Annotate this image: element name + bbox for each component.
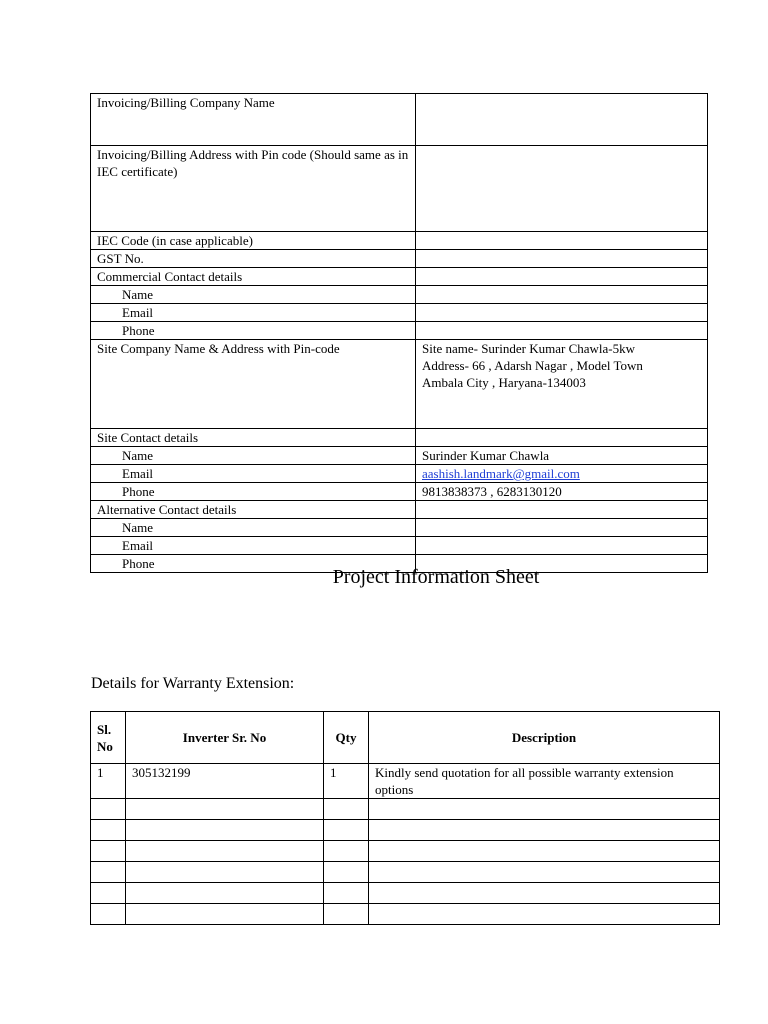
cell-qty[interactable] bbox=[324, 883, 369, 904]
table-row bbox=[91, 447, 708, 465]
cell-sl-no: 1 bbox=[91, 764, 126, 799]
value-alternative-email[interactable] bbox=[416, 537, 708, 555]
warranty-heading: Details for Warranty Extension: bbox=[91, 675, 295, 692]
value-alternative-name[interactable] bbox=[416, 519, 708, 537]
table-row bbox=[91, 286, 708, 304]
label-site-email: Email bbox=[91, 465, 416, 483]
value-commercial-contact bbox=[416, 268, 708, 286]
cell-qty[interactable]: 1 bbox=[324, 764, 369, 799]
cell-description[interactable] bbox=[369, 862, 720, 883]
table-header-row bbox=[91, 712, 720, 764]
value-commercial-phone[interactable] bbox=[416, 322, 708, 340]
page-title: Project Information Sheet bbox=[332, 566, 540, 588]
table-row bbox=[91, 340, 708, 429]
label-commercial-email: Email bbox=[91, 304, 416, 322]
label-site-name: Name bbox=[91, 447, 416, 465]
header-inverter-sr-no: Inverter Sr. No bbox=[126, 712, 324, 764]
cell-sl-no[interactable] bbox=[91, 862, 126, 883]
label-site-company: Site Company Name & Address with Pin-code bbox=[91, 340, 416, 429]
cell-sl-no[interactable] bbox=[91, 883, 126, 904]
table-row bbox=[91, 799, 720, 820]
warranty-table bbox=[90, 711, 720, 925]
table-row bbox=[91, 429, 708, 447]
cell-qty[interactable] bbox=[324, 820, 369, 841]
cell-inverter-sr-no[interactable] bbox=[126, 862, 324, 883]
cell-inverter-sr-no[interactable] bbox=[126, 883, 324, 904]
table-row bbox=[91, 537, 708, 555]
label-alternative-name: Name bbox=[91, 519, 416, 537]
cell-description[interactable] bbox=[369, 883, 720, 904]
cell-description[interactable]: Kindly send quotation for all possible warranty extension options bbox=[369, 764, 720, 799]
cell-description[interactable] bbox=[369, 904, 720, 925]
value-site-contact bbox=[416, 429, 708, 447]
cell-qty[interactable] bbox=[324, 862, 369, 883]
cell-sl-no[interactable] bbox=[91, 799, 126, 820]
label-commercial-contact: Commercial Contact details bbox=[91, 268, 416, 286]
table-row bbox=[91, 764, 720, 799]
label-site-phone: Phone bbox=[91, 483, 416, 501]
value-billing-address[interactable] bbox=[416, 146, 708, 232]
table-row bbox=[91, 841, 720, 862]
value-site-name[interactable]: Surinder Kumar Chawla bbox=[416, 447, 708, 465]
cell-sl-no[interactable] bbox=[91, 820, 126, 841]
value-site-email bbox=[416, 465, 708, 483]
cell-inverter-sr-no[interactable] bbox=[126, 904, 324, 925]
site-address-line: Address- 66 , Adarsh Nagar , Model Town bbox=[422, 358, 643, 373]
site-email-link[interactable]: aashish.landmark@gmail.com bbox=[422, 466, 580, 481]
table-row bbox=[91, 322, 708, 340]
table-row bbox=[91, 820, 720, 841]
value-commercial-email[interactable] bbox=[416, 304, 708, 322]
value-billing-company[interactable] bbox=[416, 94, 708, 146]
cell-inverter-sr-no[interactable] bbox=[126, 820, 324, 841]
table-row bbox=[91, 250, 708, 268]
cell-sl-no[interactable] bbox=[91, 841, 126, 862]
cell-qty[interactable] bbox=[324, 799, 369, 820]
label-alternative-phone: Phone bbox=[91, 555, 416, 573]
table-row bbox=[91, 94, 708, 146]
label-billing-company: Invoicing/Billing Company Name bbox=[91, 94, 416, 146]
table-row bbox=[91, 862, 720, 883]
cell-description[interactable] bbox=[369, 799, 720, 820]
table-row bbox=[91, 268, 708, 286]
cell-description[interactable] bbox=[369, 841, 720, 862]
value-commercial-name[interactable] bbox=[416, 286, 708, 304]
cell-inverter-sr-no[interactable]: 305132199 bbox=[126, 764, 324, 799]
header-sl-no: Sl. No bbox=[91, 712, 126, 764]
table-row bbox=[91, 465, 708, 483]
label-alternative-email: Email bbox=[91, 537, 416, 555]
cell-qty[interactable] bbox=[324, 904, 369, 925]
site-name-line: Site name- Surinder Kumar Chawla-5kw bbox=[422, 341, 636, 356]
value-iec-code[interactable] bbox=[416, 232, 708, 250]
cell-description[interactable] bbox=[369, 820, 720, 841]
table-row bbox=[91, 519, 708, 537]
table-row bbox=[91, 904, 720, 925]
project-info-table bbox=[90, 93, 708, 573]
table-row bbox=[91, 146, 708, 232]
table-row bbox=[91, 232, 708, 250]
label-gst-no: GST No. bbox=[91, 250, 416, 268]
cell-sl-no[interactable] bbox=[91, 904, 126, 925]
table-row bbox=[91, 304, 708, 322]
value-gst-no[interactable] bbox=[416, 250, 708, 268]
table-row bbox=[91, 501, 708, 519]
header-qty: Qty bbox=[324, 712, 369, 764]
site-city-line: Ambala City , Haryana-134003 bbox=[422, 375, 586, 390]
table-row bbox=[91, 483, 708, 501]
label-billing-address: Invoicing/Billing Address with Pin code (Should same as in IEC certificate) bbox=[91, 146, 416, 232]
value-alternative-contact bbox=[416, 501, 708, 519]
cell-inverter-sr-no[interactable] bbox=[126, 799, 324, 820]
label-site-contact: Site Contact details bbox=[91, 429, 416, 447]
cell-qty[interactable] bbox=[324, 841, 369, 862]
label-commercial-name: Name bbox=[91, 286, 416, 304]
value-site-phone[interactable]: 9813838373 , 6283130120 bbox=[416, 483, 708, 501]
value-site-company[interactable] bbox=[416, 340, 708, 429]
label-iec-code: IEC Code (in case applicable) bbox=[91, 232, 416, 250]
label-alternative-contact: Alternative Contact details bbox=[91, 501, 416, 519]
label-commercial-phone: Phone bbox=[91, 322, 416, 340]
cell-inverter-sr-no[interactable] bbox=[126, 841, 324, 862]
header-description: Description bbox=[369, 712, 720, 764]
table-row bbox=[91, 883, 720, 904]
